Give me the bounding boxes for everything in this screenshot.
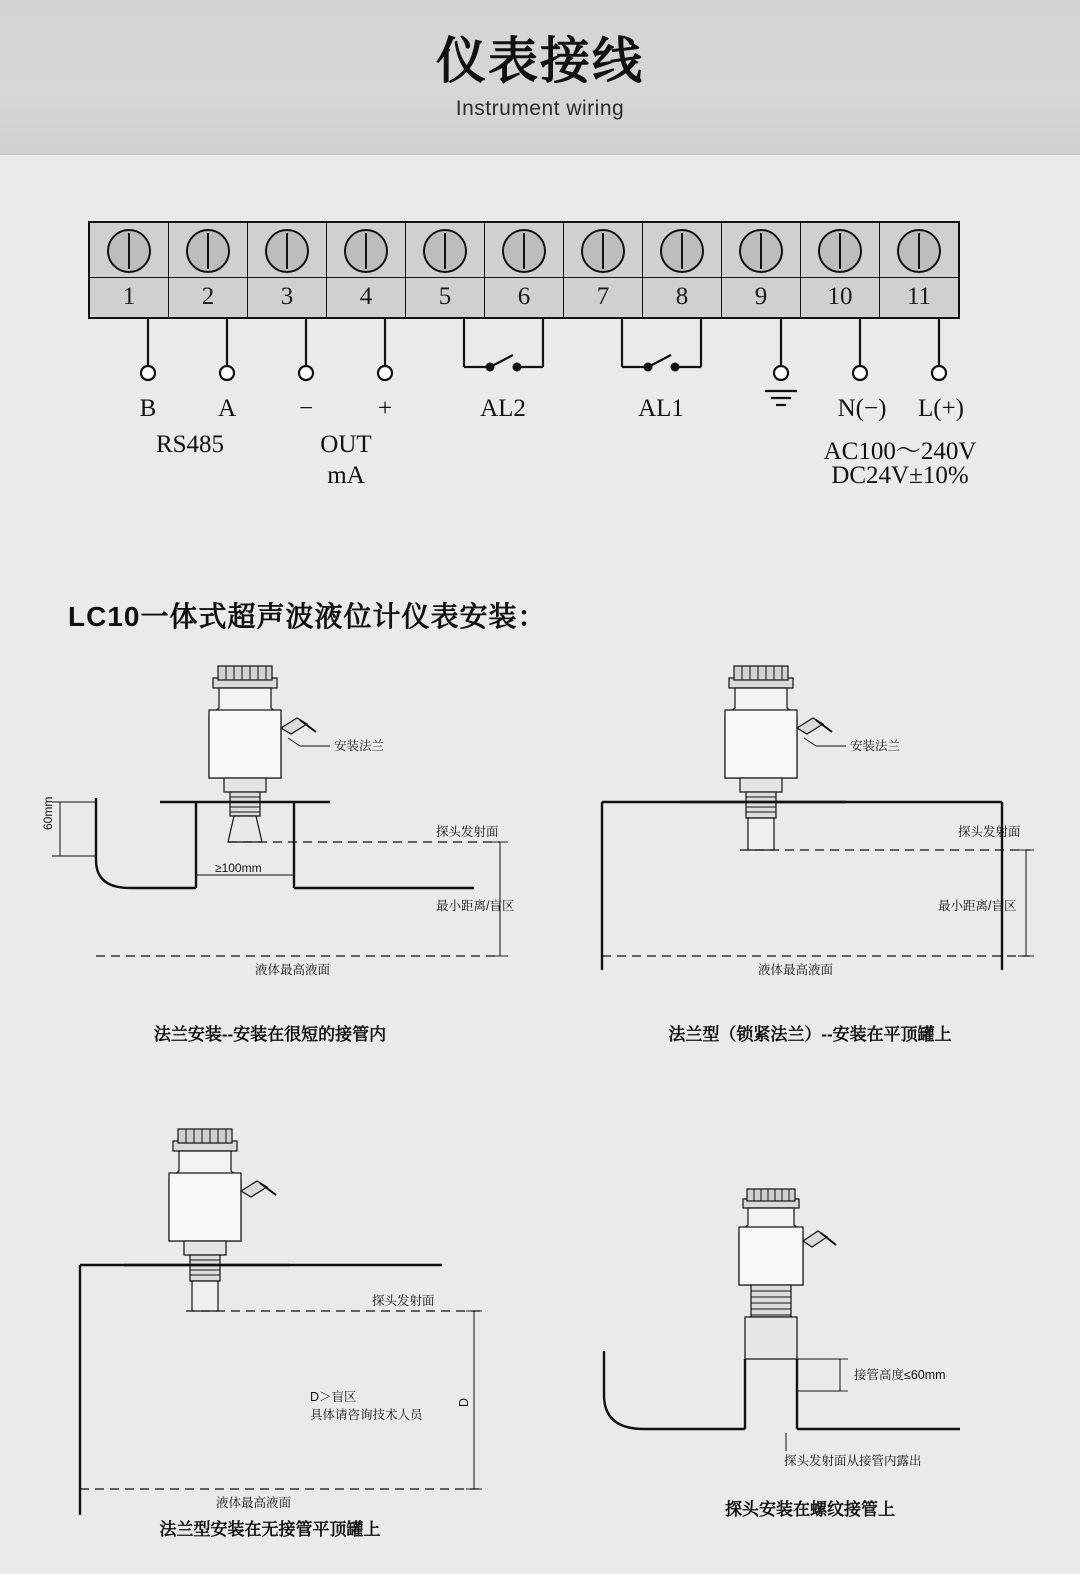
- terminal-number: 2: [201, 283, 215, 310]
- figure-3-drawing: [0, 1095, 540, 1555]
- wiring-leads: [0, 155, 1080, 555]
- dimension-100mm: ≥100mm: [215, 861, 262, 875]
- group-label-ac: AC100～240V: [823, 438, 977, 465]
- group-label-dc: DC24V±10%: [831, 462, 969, 489]
- pin-label-al1: AL1: [638, 395, 684, 422]
- group-label-out: OUT: [320, 431, 372, 458]
- figure-probe-threaded-nozzle: [540, 1165, 1080, 1555]
- terminal-number: 6: [517, 283, 531, 310]
- annotation-consult: 具体请咨询技术人员: [310, 1408, 423, 1422]
- terminal-number: 1: [122, 283, 136, 310]
- pin-label-neutral: N(−): [837, 395, 887, 422]
- annotation-probe-exposed: 探头发射面从接管内露出: [784, 1454, 922, 1468]
- figure-flange-short-nozzle: [0, 650, 540, 1050]
- terminal-number: 4: [359, 283, 373, 310]
- terminal-number: 9: [754, 283, 768, 310]
- terminal-number: 8: [675, 283, 689, 310]
- pin-label-plus: +: [377, 395, 393, 422]
- figure-4-caption: 探头安装在螺纹接管上: [725, 1500, 895, 1519]
- annotation-max-level: 液体最高液面: [216, 1496, 292, 1510]
- annotation-max-level: 液体最高液面: [758, 963, 834, 977]
- pin-label-minus: −: [298, 395, 314, 422]
- terminal-number: 3: [280, 283, 294, 310]
- terminal-number: 10: [827, 283, 853, 310]
- figure-3-caption: 法兰型安装在无接管平顶罐上: [159, 1520, 381, 1539]
- pin-label-al2: AL2: [480, 395, 526, 422]
- wiring-diagram: [0, 155, 1080, 555]
- pin-label-b: B: [139, 395, 157, 422]
- annotation-install-flange: 安装法兰: [334, 739, 385, 753]
- annotation-install-flange: 安装法兰: [850, 739, 901, 753]
- group-label-ma: mA: [327, 462, 365, 489]
- pin-label-a: A: [217, 395, 237, 422]
- figure-2-caption: 法兰型（锁紧法兰）--安装在平顶罐上: [668, 1025, 952, 1044]
- annotation-min-distance: 最小距离/盲区: [938, 899, 1017, 913]
- annotation-d-gt-blind: D＞盲区: [310, 1390, 357, 1404]
- page-subtitle: Instrument wiring: [455, 96, 625, 120]
- annotation-probe-face: 探头发射面: [372, 1294, 435, 1308]
- dimension-d: D: [457, 1397, 471, 1407]
- section-title: LC10一体式超声波液位计仪表安装：: [68, 601, 547, 632]
- annotation-nozzle-height: 接管高度≤60mm: [854, 1368, 946, 1382]
- figure-2-drawing: [540, 650, 1080, 1050]
- figure-locking-flange-flat-top: [540, 650, 1080, 1050]
- annotation-min-distance: 最小距离/盲区: [436, 899, 515, 913]
- annotation-probe-face: 探头发射面: [436, 825, 499, 839]
- figure-1-drawing: [0, 650, 540, 1050]
- dimension-60mm: 60mm: [41, 796, 55, 830]
- annotation-probe-face: 探头发射面: [958, 825, 1021, 839]
- terminal-number: 11: [906, 283, 932, 310]
- terminal-number: 7: [596, 283, 610, 310]
- figure-1-caption: 法兰安装--安装在很短的接管内: [153, 1025, 387, 1044]
- terminal-number: 5: [438, 283, 452, 310]
- page-header: [0, 0, 1080, 155]
- figure-flange-no-nozzle: [0, 1095, 540, 1555]
- pin-label-line: L(+): [917, 395, 965, 422]
- group-label-rs485: RS485: [155, 431, 225, 458]
- annotation-max-level: 液体最高液面: [255, 963, 331, 977]
- page-title: 仪表接线: [436, 32, 644, 89]
